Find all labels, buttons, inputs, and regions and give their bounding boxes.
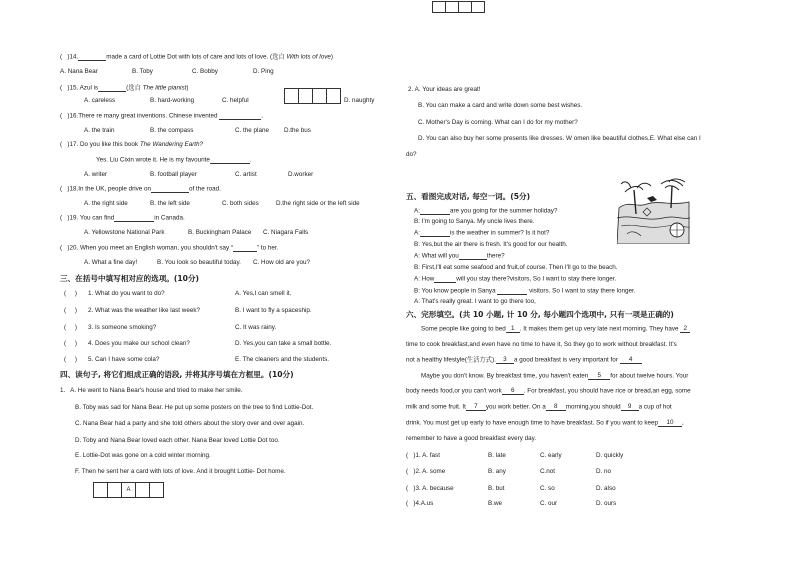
blank[interactable] [434, 276, 456, 283]
passage-text: . It makes them get up very late next morning. They have [519, 325, 679, 333]
option-a[interactable]: A. the train [84, 127, 115, 134]
match-paren[interactable]: ( ) [64, 307, 77, 314]
question-16 [60, 113, 263, 120]
answer-cell[interactable] [107, 482, 122, 498]
option-d[interactable]: D.worker [288, 171, 314, 178]
passage-text: not a healthy lifestyle(生活方式). [406, 356, 496, 364]
match-answer: E. The cleaners and the students. [235, 356, 330, 363]
question-stem: in Canada. [154, 214, 185, 222]
dialog-text: are you going for the summer holiday? [449, 207, 558, 215]
blank[interactable]: 7 [466, 404, 486, 411]
question-stem: ( )17. Do you like this book [60, 141, 139, 148]
passage-line [421, 373, 688, 380]
blank[interactable] [151, 186, 189, 193]
question-stem: made a card of Lottie Dot with lots of care and lots of love. (选自 [106, 53, 285, 61]
answer-box-q15 [285, 88, 341, 104]
choice-option[interactable]: B.we [488, 500, 502, 507]
dialog-text: A: [414, 229, 420, 237]
passage-line [406, 404, 672, 411]
option-d[interactable]: D. Ping [253, 68, 274, 75]
answer-cell[interactable] [432, 1, 446, 13]
choice-option[interactable]: D. ours [596, 500, 617, 507]
option-a[interactable]: A. writer [84, 171, 108, 178]
passage-text: . For breakfast, you should have rice or bread,an egg, some [523, 387, 691, 395]
question-stem: . [249, 156, 252, 164]
passage-line [406, 420, 684, 427]
option-a[interactable]: A. the right side [84, 200, 128, 207]
question-stem: ( )19. You can find [60, 214, 115, 222]
match-answer: A. Yes,I can smell it. [235, 290, 292, 297]
option-c[interactable]: C. Bobby [192, 68, 218, 75]
question-17-sub [96, 157, 252, 164]
blank[interactable]: 2 [680, 326, 690, 333]
question-17 [60, 142, 203, 148]
answer-cell[interactable] [149, 482, 164, 498]
question-stem: ( )16.There re many great inventions. Chinese invented [60, 112, 218, 120]
paragraph-sentence: D. Toby and Nana Bear loved each other. Nana Bear loved Lottie Dot too. [75, 437, 280, 444]
match-question: 1. What do you want to do? [88, 290, 165, 297]
question-stem: ( )18.In the UK, people drive on [60, 185, 152, 193]
passage-line [421, 326, 690, 333]
blank[interactable] [210, 157, 250, 164]
dialog-line: B: I'm going to Sanya. My uncle lives there. [414, 218, 535, 225]
blank[interactable]: 3 [496, 357, 514, 364]
option-d[interactable]: D. naughty [344, 97, 375, 104]
choice-option[interactable]: C. so [540, 485, 555, 492]
paragraph-sentence: do? [406, 151, 417, 158]
passage-text: , [682, 419, 684, 427]
option-c[interactable]: C. How old are you? [253, 259, 311, 266]
paragraph-sentence: 1. A. He went to Nana Bear's house and tried to make her smile. [60, 387, 243, 394]
option-c[interactable]: C. the plane [235, 127, 269, 134]
passage-line [406, 357, 642, 364]
question-stem: ( )15. Azul is [60, 84, 99, 92]
book-title: The Wandering Earth? [139, 141, 204, 148]
dialog-line [414, 253, 505, 260]
choice-option[interactable]: B. but [488, 485, 505, 492]
blank[interactable]: 1 [506, 326, 520, 333]
choice-stem[interactable]: ( )1. A. fast [406, 452, 440, 459]
passage-text: Some people like going to bed [421, 325, 506, 333]
question-15 [60, 85, 188, 92]
blank[interactable] [78, 54, 106, 61]
question-stem: (选自 [126, 84, 141, 92]
dialog-text: A: How [414, 275, 435, 283]
answer-cell[interactable] [326, 88, 341, 104]
option-b[interactable]: B. Toby [132, 68, 153, 75]
question-14 [60, 54, 333, 61]
question-20 [60, 245, 278, 252]
dialog-line [414, 230, 549, 237]
option-b[interactable]: B. You look so beautiful today. [157, 259, 241, 266]
question-stem: ” to her. [257, 244, 279, 252]
match-question: 5. Can I have some cola? [88, 356, 160, 363]
question-stem: Yes. Liu Cixin wrote it. He is my favourite [96, 156, 210, 164]
dialog-text: will you stay there?visitors, So I want to stay there longer. [456, 275, 617, 283]
match-answer: C. It was rainy. [235, 324, 277, 331]
option-b[interactable]: B. the left side [150, 200, 190, 207]
option-a[interactable]: A. Yellowstone National Park [84, 229, 165, 236]
blank[interactable]: 9 [621, 404, 639, 411]
option-c[interactable]: C. Niagara Falls [263, 229, 309, 236]
option-b[interactable]: B. football player [150, 171, 197, 178]
dialog-text: B: You know people in Sanya [414, 287, 496, 295]
blank[interactable] [98, 85, 126, 92]
dialog-text: A: [414, 207, 420, 215]
passage-text: a cup of hot [638, 403, 672, 411]
section-6-title: 六、完形填空。(共 10 小题, 计 10 分, 每小题四个选项中, 只有一项是正确的) [406, 310, 674, 319]
blank[interactable] [497, 288, 527, 295]
option-a[interactable]: A. careless [84, 97, 116, 104]
match-answer: B. I want to fly a spaceship. [235, 307, 312, 314]
question-19 [60, 215, 185, 222]
answer-cell[interactable] [471, 1, 485, 13]
question-stem: ( )14. [60, 53, 79, 61]
passage-text: Maybe you don't know. By breakfast time, you haven't eaten [421, 372, 589, 380]
option-d[interactable]: D.the bus [284, 127, 311, 134]
paragraph-sentence: C. Mother's Day is coming. What can I do for my mother? [418, 119, 578, 126]
choice-stem[interactable]: ( )4.A.us [406, 500, 434, 507]
dialog-line [414, 208, 557, 215]
match-question: 2. What was the weather like last week? [88, 307, 200, 314]
blank[interactable] [459, 253, 487, 260]
option-b[interactable]: B. the compass [150, 127, 194, 134]
option-c[interactable]: C. artist [235, 171, 257, 178]
blank[interactable]: 4 [620, 357, 642, 364]
answer-cell[interactable]: A [121, 482, 136, 498]
book-title: With lots of love [286, 53, 331, 61]
section-3-title: 三、在括号中填写相对应的选项。(10分) [60, 274, 200, 283]
blank[interactable] [420, 208, 450, 215]
blank[interactable]: 5 [588, 373, 610, 380]
paragraph-sentence: E. Lottie-Dot was gone on a cold winter morning. [75, 452, 211, 459]
blank[interactable]: 8 [546, 404, 566, 411]
passage-text: morning,you should [565, 403, 621, 411]
option-b[interactable]: B. Buckingham Palace [188, 229, 252, 236]
passage-text: body needs food,or you can't work [406, 387, 502, 395]
paragraph-sentence: 2. A. Your ideas are great! [408, 86, 481, 93]
blank[interactable] [420, 230, 450, 237]
question-stem: ) [330, 53, 333, 61]
answer-box-order [94, 482, 164, 498]
choice-option[interactable]: D. no [596, 468, 612, 475]
passage-line: time to cook breakfast,and even have no time to have it, So they go to work without breakfast. It's [406, 341, 677, 348]
passage-text: milk and some fruit. It [406, 403, 466, 411]
choice-option[interactable]: C. our [540, 500, 558, 507]
match-paren[interactable]: ( ) [64, 290, 77, 297]
question-stem: of the road. [189, 185, 221, 193]
match-answer: D. Yes,you can take a small bottle. [235, 340, 332, 347]
choice-stem[interactable]: ( )3. A. because [406, 485, 454, 492]
choice-option[interactable]: D. quickly [596, 452, 624, 459]
question-stem: ) [186, 84, 189, 92]
answer-cell[interactable] [458, 1, 472, 13]
match-paren[interactable]: ( ) [64, 356, 77, 363]
answer-cell[interactable] [445, 1, 459, 13]
dialog-text: visitors. So I want to stay there longer. [529, 287, 636, 295]
answer-cell[interactable] [93, 482, 108, 498]
section-4-title: 四、读句子, 将它们组成正确的语段, 并将其序号填在方框里。(10分) [60, 370, 294, 379]
answer-cell[interactable] [298, 88, 313, 104]
option-c[interactable]: C. both sides [222, 200, 259, 207]
paragraph-sentence: C. Nana Bear had a party and she told others about the story over and over again. [75, 420, 305, 427]
paragraph-sentence: B. You can make a card and write down some best wishes. [418, 102, 583, 109]
dialog-line [414, 276, 616, 283]
dialog-text: A: What will you [414, 252, 459, 260]
passage-line [406, 388, 691, 395]
dialog-line [414, 288, 635, 295]
match-paren[interactable]: ( ) [64, 340, 77, 347]
option-d[interactable]: D.the right side or the left side [276, 200, 360, 207]
passage-text: a good breakfast is very important for [513, 356, 618, 364]
answer-cell[interactable] [284, 88, 299, 104]
choice-option[interactable]: C.not [540, 468, 556, 475]
dialog-line: B: Yes,but the air there is fresh. It's good for our health. [414, 241, 568, 248]
dialog-line: A: That's really great. I want to go there too, [414, 298, 536, 305]
blank[interactable] [233, 245, 257, 252]
dialog-line: B: First,I'll eat some seafood and fruit,of course. Then I'll go to the beach. [414, 264, 618, 271]
passage-text: for about twelve hours. Your [610, 372, 689, 380]
blank[interactable]: 6 [502, 388, 524, 395]
question-stem: ( )20. When you meet an English woman, you shouldn't say “ [60, 244, 234, 252]
choice-option[interactable]: D. also [596, 485, 616, 492]
passage-text: drink. You must get up early to have enough time to have breakfast. So if you want to keep [406, 419, 659, 427]
answer-cell[interactable] [135, 482, 150, 498]
option-a[interactable]: A. Nana Bear [60, 68, 98, 75]
answer-cell[interactable] [312, 88, 327, 104]
section-5-title: 五、看图完成对话, 每空一词。(5分) [406, 192, 531, 201]
book-title: The little pianist [142, 84, 187, 92]
paragraph-sentence: F. Then he sent her a card with lots of love. And it brought Lottie- Dot home. [75, 468, 286, 475]
paragraph-sentence: B. Toby was sad for Nana Bear. He put up some posters on the tree to find Lottie-Dot. [75, 404, 314, 411]
match-question: 3. Is someone smoking? [88, 324, 157, 331]
option-c[interactable]: C. helpful [222, 97, 249, 104]
beach-scene-image [617, 178, 690, 244]
passage-text: you work better. On a [485, 403, 546, 411]
question-18 [60, 186, 221, 193]
choice-option[interactable]: B. late [488, 452, 506, 459]
blank[interactable] [114, 215, 154, 222]
blank[interactable]: 10 [658, 420, 682, 427]
choice-stem[interactable]: ( )2. A. some [406, 468, 446, 475]
option-a[interactable]: A. What a fine day! [84, 259, 138, 266]
choice-option[interactable]: C. early [540, 452, 562, 459]
blank[interactable] [219, 112, 264, 120]
paragraph-sentence: D. You can also buy her some presents like dresses. W omen like beautiful clothes.E. What else can I [418, 135, 701, 142]
answer-box-top [433, 1, 485, 13]
match-paren[interactable]: ( ) [64, 324, 77, 331]
passage-line: remember to have a good breakfast every day. [406, 435, 537, 442]
option-b[interactable]: B. hard-working [150, 97, 195, 104]
choice-option[interactable]: B. any [488, 468, 506, 475]
dialog-text: there? [486, 252, 505, 260]
dialog-text: is the weather in summer? Is it hot? [449, 229, 550, 237]
question-stem: . [261, 112, 264, 120]
match-question: 4. Does you make our school clean? [88, 340, 190, 347]
